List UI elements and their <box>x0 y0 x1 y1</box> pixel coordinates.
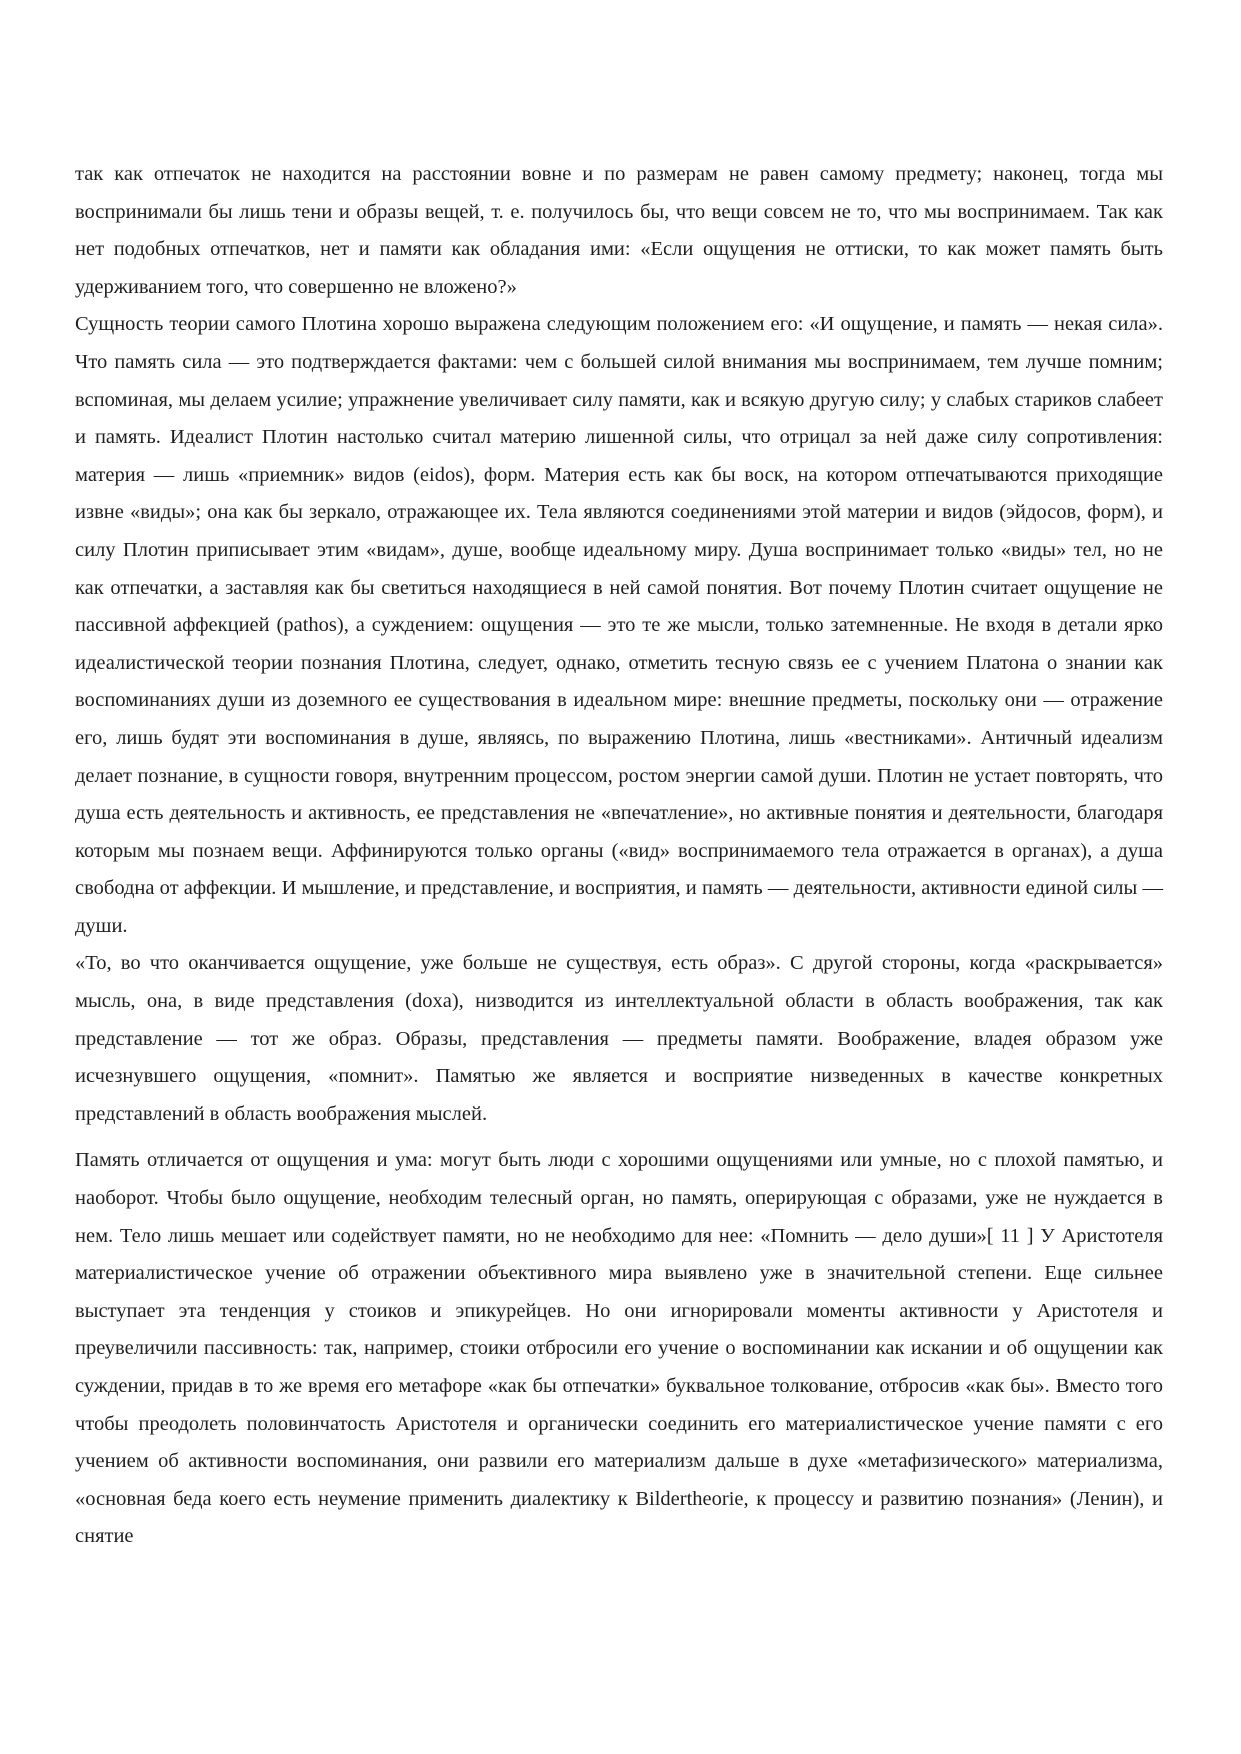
paragraph-1: так как отпечаток не находится на расстоянии вовне и по размерам не равен самому предмету; наконец, тогда мы воспринимали бы лишь тени и образы вещей, т. е. получилось бы, что вещи совсем не то, что мы воспринимаем. Так как нет подобных отпечатков, нет и памяти как обладания ими: «Если ощущения не оттиски, то как может память быть удерживанием того, что совершенно не вложено?» <box>75 163 1163 298</box>
paragraph-4: Память отличается от ощущения и ума: могут быть люди с хорошими ощущениями или умные, но с плохой памятью, и наоборот. Чтобы было ощущение, необходим телесный орган, но память, оперирующая с образами, уже не нуждается в нем. Тело лишь мешает или содействует памяти, но не необходимо для нее: «Помнить — дело души»[ 11 ] У Аристотеля материалистическое учение об отражении объективного мира выявлено уже в значительной степени. Еще сильнее выступает эта тенденция у стоиков и эпикурейцев. Но они игнорировали моменты активности у Аристотеля и преувеличили пассивность: так, например, стоики отбросили его учение о воспоминании как искании и об ощущении как суждении, придав в то же время его метафоре «как бы отпечатки» буквальное толкование, отбросив «как бы». Вместо того чтобы преодолеть половинчатость Аристотеля и органически соединить его материалистическое учение памяти с его учением об активности воспоминания, они развили его материализм дальше в духе «метафизического» материализма, «основная беда коего есть неумение применить диалектику к Bildertheorie, к процессу и развитию познания» (Ленин), и снятие <box>75 1149 1163 1548</box>
body-text <box>75 156 1163 1556</box>
paragraph-2: Сущность теории самого Плотина хорошо выражена следующим положением его: «И ощущение, и память — некая сила». Что память сила — это подтверждается фактами: чем с большей силой внимания мы воспринимаем, тем лучше помним; вспоминая, мы делаем усилие; упражнение увеличивает силу памяти, как и всякую другую силу; у слабых стариков слабеет и память. Идеалист Плотин настолько считал материю лишенной силы, что отрицал за ней даже силу сопротивления: материя — лишь «приемник» видов (eidos), форм. Материя есть как бы воск, на котором отпечатываются приходящие извне «виды»; она как бы зеркало, отражающее их. Тела являются соединениями этой материи и видов (эйдосов, форм), и силу Плотин приписывает этим «видам», душе, вообще идеальному миру. Душа воспринимает только «виды» тел, но не как отпечатки, а заставляя как бы светиться находящиеся в ней самой понятия. Вот почему Плотин считает ощущение не пассивной аффекцией (pathos), а суждением: ощущения — это те же мысли, только затемненные. Не входя в детали ярко идеалистической теории познания Плотина, следует, однако, отметить тесную связь ее с учением Платона о знании как воспоминаниях души из доземного ее существования в идеальном мире: внешние предметы, поскольку они — отражение его, лишь будят эти воспоминания в душе, являясь, по выражению Плотина, лишь «вестниками». Античный идеализм делает познание, в сущности говоря, внутренним процессом, ростом энергии самой души. Плотин не устает повторять, что душа есть деятельность и активность, ее представления не «впечатление», но активные понятия и деятельности, благодаря которым мы познаем вещи. Аффинируются только органы («вид» воспринимаемого тела отражается в органах), а душа свободна от аффекции. И мышление, и представление, и восприятия, и память — деятельности, активности единой силы — души. <box>75 313 1163 937</box>
paragraph-3: «То, во что оканчивается ощущение, уже больше не существуя, есть образ». С другой стороны, когда «раскрывается» мысль, она, в виде представления (doxa), низводится из интеллектуальной области в область воображения, так как представление — тот же образ. Образы, представления — предметы памяти. Воображение, владея образом уже исчезнувшего ощущения, «помнит». Памятью же является и восприятие низведенных в качестве конкретных представлений в область воображения мыслей. <box>75 952 1163 1125</box>
